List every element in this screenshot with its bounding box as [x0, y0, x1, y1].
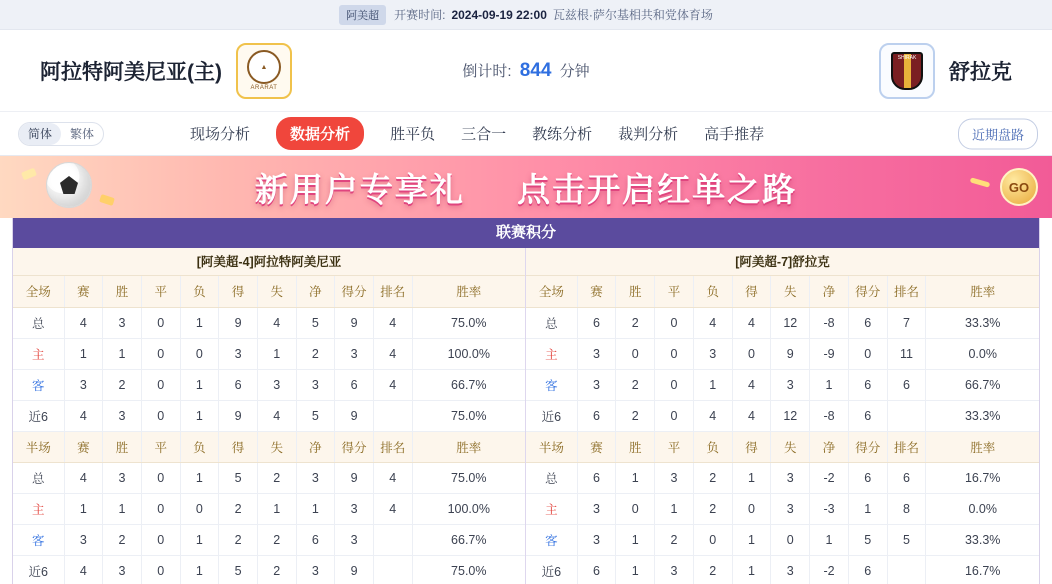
match-info-bar: [0, 0, 1052, 30]
table-cell: 0: [180, 494, 219, 525]
table-cell: 0: [848, 338, 887, 369]
table-cell: 6: [577, 307, 616, 338]
table-row: [13, 338, 525, 369]
tab-three-in-one[interactable]: 三合一: [461, 126, 507, 143]
standings-away-halftime-table: [526, 432, 1039, 584]
table-cell: 1: [180, 525, 219, 556]
table-cell: 5: [219, 556, 258, 584]
standings-home-halftime-table: [13, 432, 525, 584]
column-header: 胜率: [412, 432, 525, 463]
table-cell: 3: [335, 338, 374, 369]
table-cell: 2: [103, 369, 142, 400]
table-cell: 3: [103, 307, 142, 338]
table-cell: 4: [693, 307, 732, 338]
row-label: 客: [526, 369, 577, 400]
column-header: 赛: [64, 432, 103, 463]
table-cell: 5: [848, 525, 887, 556]
table-cell: 11: [887, 338, 926, 369]
table-cell: -9: [810, 338, 849, 369]
column-header: 负: [693, 276, 732, 307]
table-cell: 2: [693, 556, 732, 584]
table-cell: 4: [257, 307, 296, 338]
tab-live-analysis[interactable]: 现场分析: [190, 126, 251, 143]
table-cell: 100.0%: [412, 338, 525, 369]
ararat-mountain-icon: ▲: [247, 50, 281, 84]
column-header: 得: [732, 276, 771, 307]
table-cell: 0: [771, 525, 810, 556]
table-cell: 3: [693, 338, 732, 369]
table-cell: 9: [219, 307, 258, 338]
tab-expert-picks[interactable]: 高手推荐: [704, 126, 765, 143]
column-header: 得分: [335, 432, 374, 463]
table-row: [526, 338, 1039, 369]
table-row: [526, 494, 1039, 525]
column-header: 胜: [616, 432, 655, 463]
row-label: 主: [13, 338, 64, 369]
row-label: 近6: [526, 400, 577, 431]
column-header: 胜: [103, 432, 142, 463]
kickoff-time: 2024-09-19 22:00: [451, 7, 547, 22]
table-cell: 3: [296, 556, 335, 584]
row-label: 客: [13, 525, 64, 556]
table-cell: 9: [335, 463, 374, 494]
table-cell: 75.0%: [412, 556, 525, 584]
table-cell: 6: [848, 556, 887, 584]
tab-referee-analysis[interactable]: 裁判分析: [618, 126, 679, 143]
table-cell: 0: [693, 525, 732, 556]
table-cell: 33.3%: [926, 525, 1039, 556]
column-header: 负: [180, 276, 219, 307]
row-label: 客: [13, 369, 64, 400]
table-cell: 3: [577, 494, 616, 525]
table-cell: 9: [771, 338, 810, 369]
table-cell: 3: [771, 494, 810, 525]
home-team-crest-icon: [236, 43, 292, 99]
table-cell: 0: [180, 338, 219, 369]
table-cell: 2: [296, 338, 335, 369]
table-cell: 0: [141, 556, 180, 584]
column-header: 得: [732, 432, 771, 463]
standings-split: [13, 248, 1039, 584]
table-cell: 0: [616, 338, 655, 369]
row-label: 客: [526, 525, 577, 556]
standings-home: [13, 248, 526, 584]
table-cell: -2: [810, 556, 849, 584]
table-cell: 16.7%: [926, 463, 1039, 494]
table-cell: 5: [887, 525, 926, 556]
table-cell: 4: [257, 400, 296, 431]
home-team-name: 阿拉特阿美尼亚(主): [40, 60, 222, 84]
table-cell: 4: [64, 463, 103, 494]
table-cell: 4: [64, 307, 103, 338]
table-cell: 12: [771, 400, 810, 431]
table-cell: 3: [577, 525, 616, 556]
table-cell: 5: [296, 307, 335, 338]
column-header: 胜率: [412, 276, 525, 307]
table-cell: 2: [693, 463, 732, 494]
table-cell: 0: [141, 307, 180, 338]
table-cell: 9: [335, 307, 374, 338]
table-cell: 3: [771, 463, 810, 494]
table-cell: 0: [616, 494, 655, 525]
table-cell: 0: [141, 525, 180, 556]
away-team-block[interactable]: [879, 43, 1012, 99]
table-cell: 16.7%: [926, 556, 1039, 584]
promo-text-right: 点击开启红单之路: [517, 170, 798, 208]
column-header: 得: [219, 276, 258, 307]
table-cell: -3: [810, 494, 849, 525]
table-cell: 6: [848, 369, 887, 400]
table-row: [13, 525, 525, 556]
table-cell: 3: [296, 369, 335, 400]
table-cell: 2: [219, 494, 258, 525]
table-row: [13, 494, 525, 525]
table-cell: 4: [693, 400, 732, 431]
table-cell: 3: [771, 556, 810, 584]
nav-bar: [0, 112, 1052, 156]
standings-away: [526, 248, 1039, 584]
table-cell: 1: [616, 525, 655, 556]
table-cell: 0: [732, 494, 771, 525]
table-cell: 2: [616, 400, 655, 431]
table-cell: 2: [219, 525, 258, 556]
promo-banner[interactable]: [0, 156, 1052, 218]
table-cell: 1: [64, 494, 103, 525]
tab-win-draw-lose[interactable]: 胜平负: [390, 126, 436, 143]
table-cell: 2: [616, 307, 655, 338]
tab-coach-analysis[interactable]: 教练分析: [532, 126, 593, 143]
shield-icon: [891, 52, 923, 90]
table-cell: 75.0%: [412, 307, 525, 338]
lang-traditional[interactable]: 繁体: [70, 126, 95, 141]
table-cell: 2: [616, 369, 655, 400]
column-header: 赛: [64, 276, 103, 307]
column-header: 胜: [616, 276, 655, 307]
column-header: 净: [810, 432, 849, 463]
table-cell: 6: [577, 463, 616, 494]
table-cell: 1: [257, 494, 296, 525]
home-crest-text: ARARAT: [250, 85, 278, 91]
column-header: 净: [810, 276, 849, 307]
table-cell: 1: [180, 307, 219, 338]
table-cell: 5: [296, 400, 335, 431]
table-row: [526, 307, 1039, 338]
table-cell: 9: [335, 400, 374, 431]
table-cell: 3: [335, 525, 374, 556]
table-cell: 3: [219, 338, 258, 369]
standings-away-subtitle: [阿美超-7]舒拉克: [526, 248, 1039, 276]
row-label: 主: [526, 494, 577, 525]
table-cell: 0: [141, 338, 180, 369]
table-cell: 5: [219, 463, 258, 494]
table-cell: [887, 400, 926, 431]
table-cell: 4: [64, 556, 103, 584]
table-row: [13, 400, 525, 431]
standings-away-fulltime-table: [526, 276, 1039, 432]
row-label: 总: [526, 307, 577, 338]
table-row: [526, 525, 1039, 556]
table-cell: 3: [771, 369, 810, 400]
table-cell: 1: [180, 369, 219, 400]
table-cell: 3: [64, 525, 103, 556]
column-header: 负: [180, 432, 219, 463]
nav-items: [190, 117, 764, 150]
table-cell: 100.0%: [412, 494, 525, 525]
row-label: 近6: [13, 400, 64, 431]
column-header: 得分: [848, 276, 887, 307]
table-cell: 4: [732, 400, 771, 431]
table-cell: 4: [732, 369, 771, 400]
table-cell: 33.3%: [926, 400, 1039, 431]
row-label: 近6: [13, 556, 64, 584]
table-cell: 4: [373, 494, 412, 525]
table-cell: 1: [616, 556, 655, 584]
column-header: 平: [655, 276, 694, 307]
kickoff-label: 开赛时间:: [394, 8, 446, 22]
table-cell: 2: [257, 556, 296, 584]
table-cell: 0.0%: [926, 494, 1039, 525]
column-header: 得分: [848, 432, 887, 463]
table-cell: 6: [848, 463, 887, 494]
table-cell: 4: [732, 307, 771, 338]
table-cell: 1: [732, 463, 771, 494]
table-cell: 2: [655, 525, 694, 556]
table-cell: 3: [103, 463, 142, 494]
standings-block: [12, 218, 1040, 584]
table-cell: 3: [655, 463, 694, 494]
table-cell: -8: [810, 400, 849, 431]
table-cell: 7: [887, 307, 926, 338]
column-header: 半场: [13, 432, 64, 463]
column-header: 失: [771, 432, 810, 463]
table-header-row: [526, 432, 1039, 463]
promo-banner-text: [0, 164, 1052, 211]
table-cell: 9: [335, 556, 374, 584]
column-header: 胜率: [926, 276, 1039, 307]
row-label: 总: [13, 463, 64, 494]
countdown-unit: 分钟: [559, 62, 590, 80]
table-cell: 66.7%: [926, 369, 1039, 400]
standings-home-subtitle: [阿美超-4]阿拉特阿美尼亚: [13, 248, 525, 276]
table-cell: 2: [257, 463, 296, 494]
table-cell: 3: [296, 463, 335, 494]
table-cell: 1: [732, 556, 771, 584]
row-label: 近6: [526, 556, 577, 584]
column-header: 得: [219, 432, 258, 463]
table-row: [526, 463, 1039, 494]
away-team-crest-icon: [879, 43, 935, 99]
promo-go-button[interactable]: GO: [1000, 168, 1038, 206]
table-cell: 75.0%: [412, 400, 525, 431]
row-label: 总: [13, 307, 64, 338]
recent-odds-button[interactable]: 近期盘路: [958, 118, 1038, 149]
table-row: [526, 369, 1039, 400]
table-cell: 1: [103, 494, 142, 525]
table-cell: 3: [64, 369, 103, 400]
column-header: 平: [141, 276, 180, 307]
table-cell: 4: [373, 463, 412, 494]
away-crest-text: SHIRAK: [897, 54, 917, 61]
table-cell: 33.3%: [926, 307, 1039, 338]
table-cell: 3: [577, 338, 616, 369]
table-header-row: [13, 432, 525, 463]
table-cell: 6: [887, 369, 926, 400]
table-cell: 0: [655, 369, 694, 400]
column-header: 胜率: [926, 432, 1039, 463]
column-header: 平: [141, 432, 180, 463]
table-header-row: [526, 276, 1039, 307]
promo-text-left: 新用户专享礼: [254, 170, 465, 208]
table-cell: 6: [848, 400, 887, 431]
away-team-name: 舒拉克: [949, 60, 1012, 84]
column-header: 净: [296, 432, 335, 463]
table-cell: 0: [732, 338, 771, 369]
table-cell: 1: [180, 556, 219, 584]
column-header: 净: [296, 276, 335, 307]
column-header: 全场: [526, 276, 577, 307]
language-toggle[interactable]: [18, 122, 104, 146]
standings-home-fulltime-table: [13, 276, 525, 432]
table-cell: 4: [64, 400, 103, 431]
table-cell: 1: [64, 338, 103, 369]
row-label: 主: [13, 494, 64, 525]
table-cell: 6: [219, 369, 258, 400]
table-cell: 1: [257, 338, 296, 369]
table-cell: 12: [771, 307, 810, 338]
table-row: [13, 556, 525, 584]
home-team-block[interactable]: [40, 43, 292, 99]
column-header: 排名: [887, 276, 926, 307]
table-cell: 3: [577, 369, 616, 400]
table-cell: 6: [296, 525, 335, 556]
column-header: 排名: [373, 432, 412, 463]
table-cell: 6: [848, 307, 887, 338]
column-header: 赛: [577, 276, 616, 307]
table-cell: 1: [103, 338, 142, 369]
table-cell: 2: [257, 525, 296, 556]
table-row: [13, 369, 525, 400]
table-cell: -8: [810, 307, 849, 338]
table-cell: 0: [141, 400, 180, 431]
table-cell: 1: [810, 369, 849, 400]
table-cell: [373, 556, 412, 584]
table-cell: 0.0%: [926, 338, 1039, 369]
countdown-value: 844: [519, 59, 552, 81]
table-cell: 4: [373, 307, 412, 338]
column-header: 胜: [103, 276, 142, 307]
table-cell: 0: [655, 400, 694, 431]
venue-name: 瓦兹根·萨尔基相共和党体育场: [552, 8, 713, 22]
table-cell: 66.7%: [412, 525, 525, 556]
column-header: 失: [257, 432, 296, 463]
column-header: 失: [257, 276, 296, 307]
column-header: 得分: [335, 276, 374, 307]
table-cell: 66.7%: [412, 369, 525, 400]
table-cell: [373, 525, 412, 556]
row-label: 主: [526, 338, 577, 369]
column-header: 负: [693, 432, 732, 463]
table-cell: 8: [887, 494, 926, 525]
table-cell: 1: [296, 494, 335, 525]
table-cell: 0: [655, 307, 694, 338]
table-cell: 0: [141, 369, 180, 400]
standings-title: 联赛积分: [13, 218, 1039, 248]
table-cell: 3: [655, 556, 694, 584]
table-cell: 3: [103, 400, 142, 431]
table-cell: 1: [810, 525, 849, 556]
table-cell: 0: [141, 463, 180, 494]
countdown-label: 倒计时:: [462, 62, 512, 80]
lang-simplified[interactable]: 简体: [19, 123, 61, 145]
table-cell: [887, 556, 926, 584]
table-cell: -2: [810, 463, 849, 494]
table-cell: 1: [693, 369, 732, 400]
table-header-row: [13, 276, 525, 307]
table-cell: 9: [219, 400, 258, 431]
table-cell: 0: [141, 494, 180, 525]
table-cell: 2: [103, 525, 142, 556]
table-row: [13, 463, 525, 494]
table-cell: 1: [655, 494, 694, 525]
column-header: 失: [771, 276, 810, 307]
table-cell: 1: [180, 463, 219, 494]
table-cell: 1: [848, 494, 887, 525]
table-cell: 3: [103, 556, 142, 584]
table-cell: 6: [577, 400, 616, 431]
column-header: 半场: [526, 432, 577, 463]
match-header: [0, 30, 1052, 112]
table-cell: 3: [335, 494, 374, 525]
table-cell: [373, 400, 412, 431]
table-cell: 2: [693, 494, 732, 525]
column-header: 排名: [373, 276, 412, 307]
column-header: 赛: [577, 432, 616, 463]
row-label: 总: [526, 463, 577, 494]
table-cell: 1: [180, 400, 219, 431]
table-cell: 0: [655, 338, 694, 369]
table-cell: 6: [335, 369, 374, 400]
soccer-ball-icon: [46, 162, 92, 208]
column-header: 全场: [13, 276, 64, 307]
column-header: 排名: [887, 432, 926, 463]
table-cell: 1: [616, 463, 655, 494]
league-tag[interactable]: 阿美超: [339, 5, 386, 25]
column-header: 平: [655, 432, 694, 463]
table-cell: 75.0%: [412, 463, 525, 494]
table-cell: 6: [577, 556, 616, 584]
table-cell: 6: [887, 463, 926, 494]
table-cell: 4: [373, 338, 412, 369]
table-cell: 4: [373, 369, 412, 400]
table-row: [526, 400, 1039, 431]
table-cell: 1: [732, 525, 771, 556]
tab-data-analysis[interactable]: 数据分析: [276, 117, 364, 150]
table-row: [526, 556, 1039, 584]
table-cell: 3: [257, 369, 296, 400]
table-row: [13, 307, 525, 338]
